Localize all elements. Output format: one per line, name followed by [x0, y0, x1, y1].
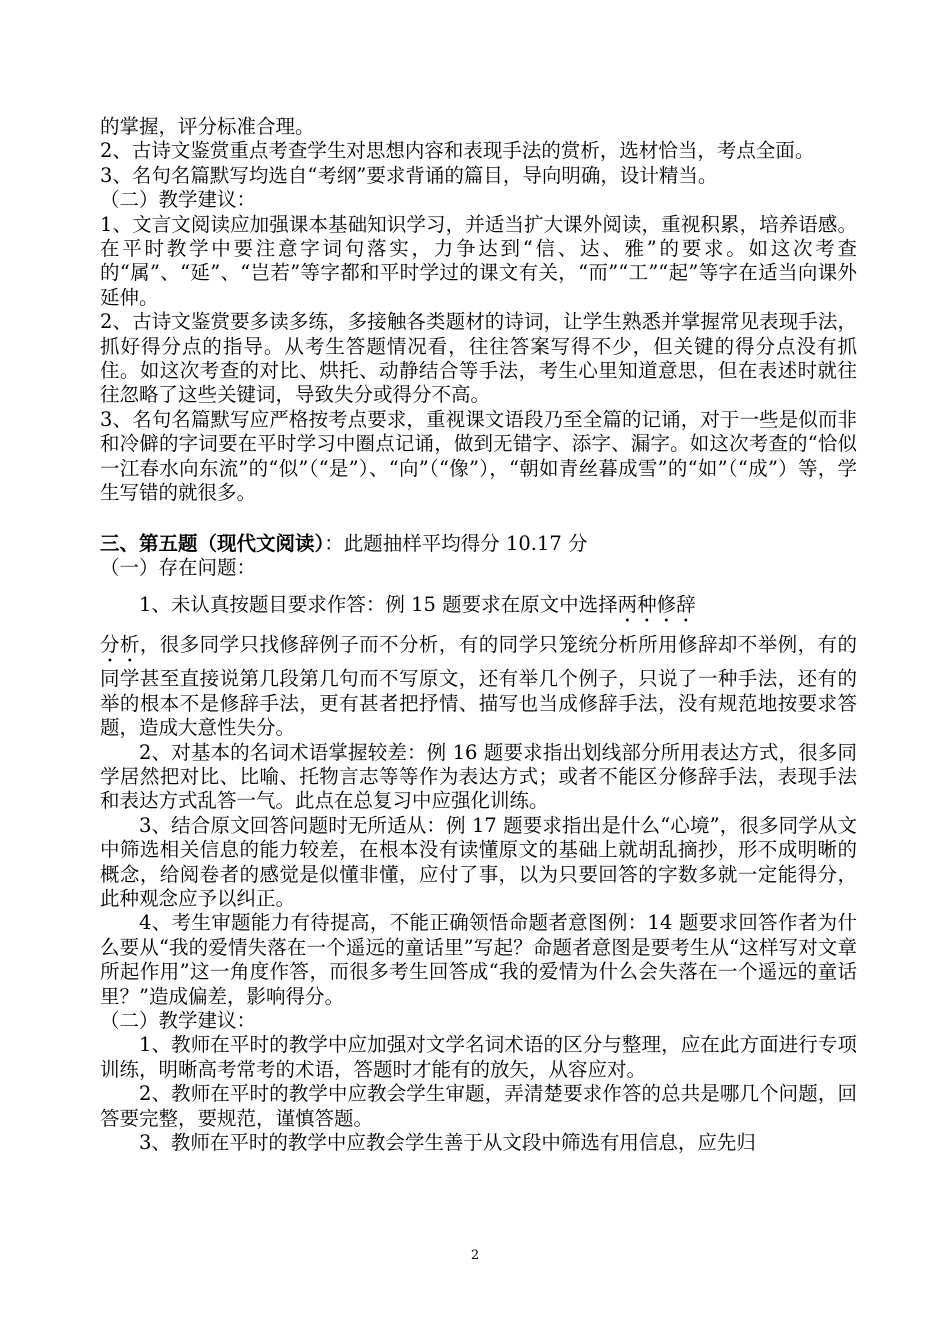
sub-heading: （一）存在问题：: [100, 555, 257, 579]
page-body: [100, 115, 857, 1155]
emphasized-text: 两种修辞: [617, 593, 696, 617]
paragraph: 2、对基本的名词术语掌握较差：例 16 题要求指出划线部分所用表达方式，很多同学居然把对比、比喻、托物言志等等作为表达方式；或者不能区分修辞手法，表现手法和表达方式乱答一气。此点在总复习中应强化训练。: [100, 740, 857, 813]
text-run: ，很多同学只找修辞例子而不分析，有的同学只笼统分析所用修辞却不举例，有的同学甚至直接说第几段第几句而不写原文，还有举几个例子，只说了一种手法，还有的举的根本不是修辞手法，更有甚者把抒情、描写也当成修辞手法，没有规范地按要求答题，造成大意性失分。: [100, 633, 857, 740]
text-run: 1、未认真按题目要求作答：例 15 题要求在原文中选择: [139, 593, 618, 617]
paragraph: 的掌握，评分标准合理。: [100, 115, 315, 138]
paragraph: 2、教师在平时的教学中应教会学生审题，弄清楚要求作答的总共是哪几个问题，回答要完整，要规范，谨慎答题。: [100, 1082, 857, 1130]
page-number: 2: [470, 1248, 480, 1263]
paragraph: 3、结合原文回答问题时无所适从：例 17 题要求指出是什么“心境”，很多同学从文中筛选相关信息的能力较差，在根本没有读懂原文的基础上就胡乱摘抄，形不成明晰的概念，给阅卷者的感觉是似懂非懂，应付了事，以为只要回答的字数多就一定能得分，此种观念应予以纠正。: [100, 813, 857, 910]
section-title: 三、第五题（现代文阅读）: [100, 531, 325, 555]
paragraph: 2、古诗文鉴赏重点考查学生对思想内容和表现手法的赏析，选材恰当，考点全面。: [100, 139, 815, 163]
sub-heading: （二）教学建议：: [100, 1009, 257, 1032]
paragraph: 2、古诗文鉴赏要多读多练，多接触各类题材的诗词，让学生熟悉并掌握常见表现手法，抓好得分点的指导。从考生答题情况看，往往答案写得不少，但关键的得分点没有抓住。如这次考查的对比、烘托、动静结合等手法，考生心里知道意思，但在表述时就往往忽略了这些关键词，导致失分或得分不高。: [100, 310, 857, 407]
paragraph: 3、教师在平时的教学中应教会学生善于从文段中筛选有用信息，应先归: [139, 1131, 756, 1155]
paragraph: 4、考生审题能力有待提高，不能正确领悟命题者意图例：14 题要求回答作者为什么要从“我的爱情失落在一个遥远的童话里”写起？命题者意图是要考生从“这样写对文章所起作用”这一角度作答，而很多考生回答成“我的爱情为什么会失落在一个遥远的童话里？”造成偏差，影响得分。: [100, 911, 857, 1008]
sub-heading: （二）教学建议：: [100, 188, 257, 212]
paragraph: 3、名句名篇默写应严格按考点要求，重视课文语段乃至全篇的记诵，对于一些是似而非和冷僻的字词要在平时学习中圈点记诵，做到无错字、添字、漏字。如这次考查的“恰似一江春水向东流”的“似”（“是”）、“向”（“像”），“朝如青丝暮成雪”的“如”（“成”）等，学生写错的就很多。: [100, 407, 857, 505]
paragraph: 3、名句名篇默写均选自“考纲”要求背诵的篇目，导向明确，设计精当。: [100, 163, 718, 187]
paragraph: 1、教师在平时的教学中应加强对文学名词术语的区分与整理，应在此方面进行专项训练，明晰高考常考的术语，答题时才能有的放矢，从容应对。: [100, 1033, 857, 1081]
paragraph: 1、文言文阅读应加强课本基础知识学习，并适当扩大课外阅读，重视积累，培养语感。在平时教学中要注意字词句落实，力争达到“信、达、雅”的要求。如这次考查的“属”、“延”、“岂若”等字都和平时学过的课文有关，“而”“工”“起”等字在适当向课外延伸。: [100, 212, 857, 309]
emphasized-text: 分析: [100, 633, 140, 657]
paragraph: [100, 580, 857, 740]
section-heading: [100, 532, 857, 556]
section-score: ：此题抽样平均得分 10.17 分: [324, 531, 588, 555]
